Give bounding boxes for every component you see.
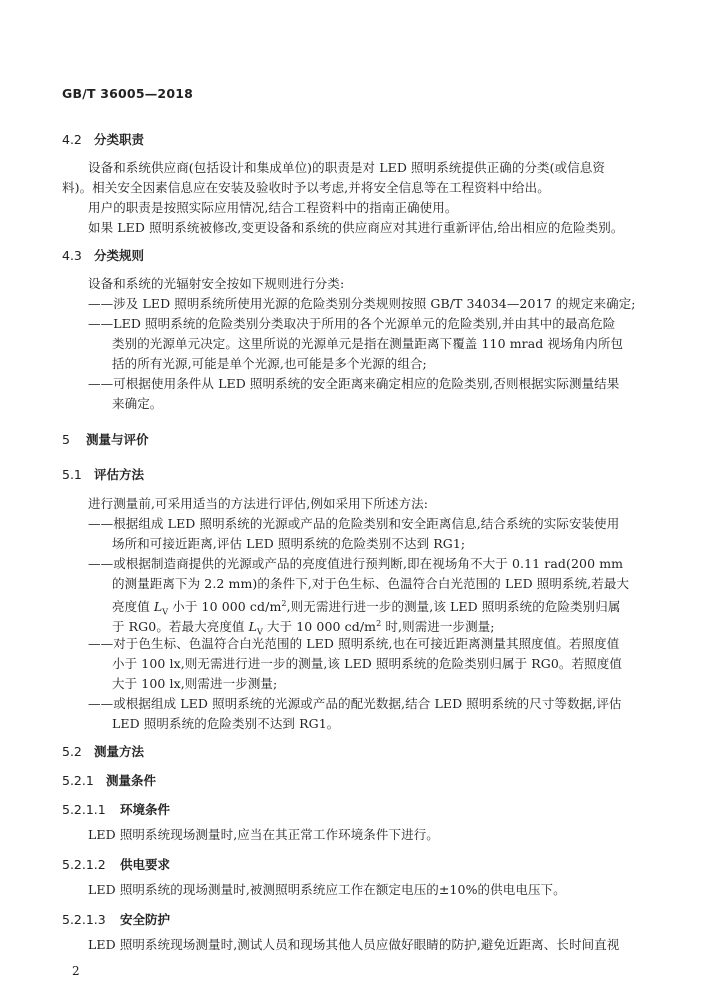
subscript: V (162, 607, 169, 617)
section-number: 5.2.1 (62, 773, 94, 788)
luminance-symbol: L (248, 619, 258, 635)
section-title: 测量条件 (105, 773, 156, 788)
text-run: 小于 10 000 cd/m (168, 599, 282, 615)
section-5-2-1-2-heading (62, 855, 170, 873)
list-item: ——根据组成 LED 照明系统的光源或产品的危险类别和安全距离信息,结合系统的实际安装使用 (88, 516, 620, 531)
section-title: 环境条件 (119, 802, 170, 817)
section-title: 分类规则 (93, 248, 144, 263)
section-number: 5.2.1.3 (62, 912, 106, 927)
section-5-heading (62, 430, 149, 448)
standard-header: GB/T 36005—2018 (62, 86, 194, 101)
subscript: V (257, 627, 263, 637)
paragraph: 设备和系统的光辐射安全按如下规则进行分类: (88, 276, 345, 291)
paragraph: 如果 LED 照明系统被修改,变更设备和系统的供应商应对其进行重新评估,给出相应的危险类别。 (88, 220, 624, 235)
text-run: 亮度值 (112, 599, 154, 615)
paragraph: 设备和系统供应商(包括设计和集成单位)的职责是对 LED 照明系统提供正确的分类(或信息资 (88, 160, 606, 175)
section-number: 5.2.1.2 (62, 857, 106, 872)
section-number: 5 (62, 432, 70, 447)
section-number: 5.1 (62, 467, 82, 482)
section-5-2-1-3-heading (62, 910, 170, 928)
section-number: 5.2.1.1 (62, 802, 106, 817)
text-run: ,则无需进行进一步的测量,该 LED 照明系统的危险类别归属 (286, 599, 621, 615)
list-item-continuation: 的测量距离下为 2.2 mm)的条件下,对于色生标、色温符合白光范围的 LED 照明系统,若最大 (112, 576, 630, 591)
list-item: ——LED 照明系统的危险类别分类取决于所用的各个光源单元的危险类别,并由其中的最高危险 (88, 316, 616, 331)
text-run: 时,则需进一步测量; (381, 619, 495, 635)
section-number: 4.3 (62, 248, 82, 263)
paragraph: 用户的职责是按照实际应用情况,结合工程资料中的指南正确使用。 (88, 200, 458, 215)
section-number: 4.2 (62, 132, 82, 147)
list-item-continuation: 括的所有光源,可能是单个光源,也可能是多个光源的组合; (112, 356, 427, 371)
paragraph: LED 照明系统的现场测量时,被测照明系统应工作在额定电压的±10%的供电电压下。 (88, 882, 566, 897)
section-title: 供电要求 (119, 857, 170, 872)
section-title: 安全防护 (119, 912, 170, 927)
paragraph: 进行测量前,可采用适当的方法进行评估,例如采用下所述方法: (88, 496, 429, 511)
superscript: 2 (281, 599, 287, 608)
list-item: ——或根据制造商提供的光源或产品的亮度值进行预判断,即在视场角不大于 0.11 rad(200 mm (88, 556, 624, 571)
superscript: 2 (376, 619, 382, 628)
section-title: 评估方法 (93, 467, 144, 482)
section-5-2-heading (62, 742, 144, 760)
list-item-continuation: 来确定。 (112, 396, 163, 411)
list-item: ——可根据使用条件从 LED 照明系统的安全距离来确定相应的危险类别,否则根据实际测量结果 (88, 376, 620, 391)
paragraph: LED 照明系统现场测量时,应当在其正常工作环境条件下进行。 (88, 827, 439, 842)
list-item: ——涉及 LED 照明系统所使用光源的危险类别分类规则按照 GB/T 34034—2017 的规定来确定; (88, 296, 636, 311)
section-title: 测量与评价 (85, 432, 149, 447)
list-item: ——对于色生标、色温符合白光范围的 LED 照明系统,也在可接近距离测量其照度值。若照度值 (88, 636, 620, 651)
section-title: 测量方法 (93, 744, 144, 759)
section-number: 5.2 (62, 744, 82, 759)
list-item-continuation: LED 照明系统的危险类别不达到 RG1。 (112, 716, 340, 731)
page-number: 2 (72, 964, 80, 978)
list-item-continuation: 类别的光源单元决定。这里所说的光源单元是指在测量距离下覆盖 110 mrad 视场角内所包 (112, 336, 624, 351)
paragraph: LED 照明系统现场测量时,测试人员和现场其他人员应做好眼睛的防护,避免近距离、长时间直视 (88, 937, 620, 952)
section-5-2-1-1-heading (62, 800, 170, 818)
text-run: 大于 10 000 cd/m (262, 619, 377, 635)
section-4-3-heading (62, 246, 144, 264)
text-run: 于 RG0。若最大亮度值 (112, 619, 249, 635)
section-5-1-heading (62, 465, 144, 483)
paragraph: 料)。相关安全因素信息应在安装及验收时予以考虑,并将安全信息等在工程资料中给出。 (62, 180, 550, 195)
list-item-continuation: 场所和可接近距离,评估 LED 照明系统的危险类别不达到 RG1; (112, 536, 466, 551)
section-title: 分类职责 (93, 132, 144, 147)
luminance-symbol: L (153, 599, 163, 615)
list-item: ——或根据组成 LED 照明系统的光源或产品的配光数据,结合 LED 照明系统的尺寸等数据,评估 (88, 696, 622, 711)
list-item-continuation: 小于 100 lx,则无需进行进一步的测量,该 LED 照明系统的危险类别归属于 RG0。若照度值 (112, 656, 622, 671)
section-5-2-1-heading (62, 771, 156, 789)
section-4-2-heading (62, 130, 144, 148)
list-item-continuation: 大于 100 lx,则需进一步测量; (112, 676, 278, 691)
